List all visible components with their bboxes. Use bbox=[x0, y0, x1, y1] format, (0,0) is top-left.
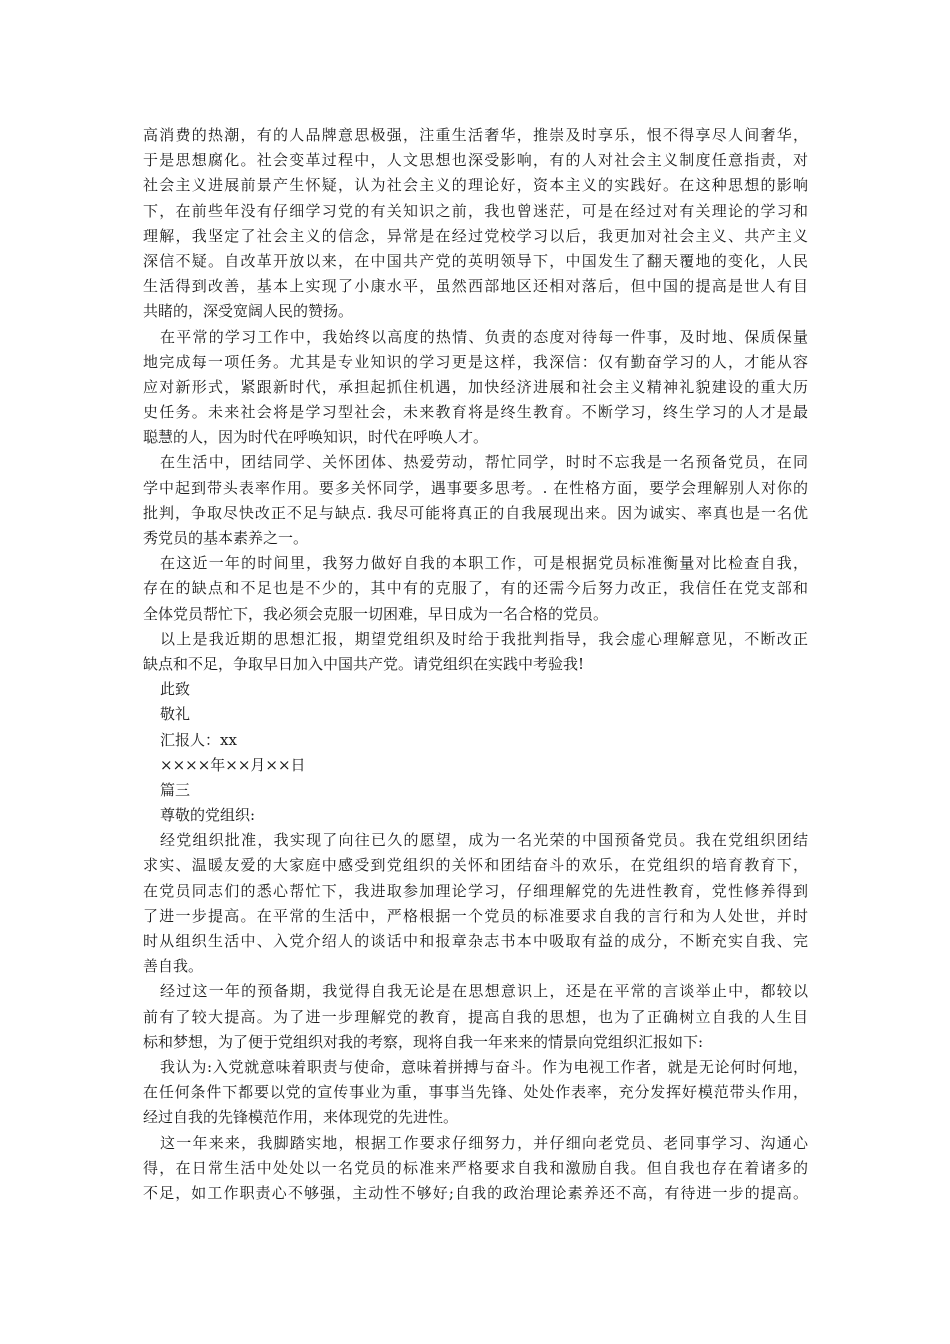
text-line: 经过自我的先锋模范作用，来体现党的先进性。 bbox=[143, 1108, 459, 1127]
text-line: 深信不疑。自改革开放以来，在中国共产党的英明领导下，中国发生了翻天覆地的变化，人民 bbox=[143, 251, 808, 270]
text-line: 以上是我近期的思想汇报，期望党组织及时给于我批判指导，我会虚心理解意见，不断改正 bbox=[160, 629, 808, 648]
text-line: 尊敬的党组织: bbox=[160, 806, 256, 825]
text-line: 地完成每一项任务。尤其是专业知识的学习更是这样，我深信：仅有勤奋学习的人，才能从容 bbox=[143, 352, 808, 371]
text-line: 史任务。未来社会将是学习型社会，未来教育将是终生教育。不断学习，终生学习的人才是最 bbox=[143, 403, 808, 422]
text-line: 汇报人：xx bbox=[160, 730, 237, 749]
text-line: 聪慧的人，因为时代在呼唤知识，时代在呼唤人才。 bbox=[143, 428, 489, 447]
text-line: 得，在日常生活中处处以一名党员的标准来严格要求自我和激励自我。但自我也存在着诸多的 bbox=[143, 1158, 808, 1177]
text-line: 秀党员的基本素养之一。 bbox=[143, 529, 309, 547]
text-line: 应对新形式，紧跟新时代，承担起抓住机遇，加快经济进展和社会主义精神礼貌建设的重大历 bbox=[143, 377, 808, 396]
text-line: 生活得到改善，基本上实现了小康水平，虽然西部地区还相对落后，但中国的提高是世人有目 bbox=[143, 277, 808, 296]
text-line: 经过这一年的预备期，我觉得自我无论是在思想意识上，还是在平常的言谈举止中，都较以 bbox=[160, 982, 808, 1001]
text-line: 了进一步提高。在平常的生活中，严格根据一个党员的标准要求自我的言行和为人处世，并时 bbox=[143, 906, 808, 925]
text-line: 我认为:入党就意味着职责与使命，意味着拼搏与奋斗。作为电视工作者，就是无论何时何地， bbox=[160, 1057, 808, 1076]
text-line: 社会主义进展前景产生怀疑，认为社会主义的理论好，资本主义的实践好。在这种思想的影响 bbox=[143, 176, 808, 195]
text-line: 共睹的，深受宽阔人民的赞扬。 bbox=[143, 302, 354, 321]
text-line: 在平常的学习工作中，我始终以高度的热情、负责的态度对待每一件事，及时地、保质保量 bbox=[160, 327, 808, 346]
text-line: 时从组织生活中、入党介绍人的谈话中和报章杂志书本中吸取有益的成分，不断充实自我、完 bbox=[143, 932, 808, 950]
text-line: 于是思想腐化。社会变革过程中，人文思想也深受影响，有的人对社会主义制度任意指责，对 bbox=[143, 151, 808, 170]
document-body bbox=[143, 123, 808, 1206]
text-line: 理解，我坚定了社会主义的信念，异常是在经过党校学习以后，我更加对社会主义、共产主义 bbox=[143, 226, 808, 245]
text-line: 全体党员帮忙下，我必须会克服一切困难，早日成为一名合格的党员。 bbox=[143, 604, 609, 623]
text-line: 在这近一年的时间里，我努力做好自我的本职工作，可是根据党员标准衡量对比检查自我， bbox=[160, 554, 808, 573]
text-line: 敬礼 bbox=[160, 705, 191, 724]
text-line: 在任何条件下都要以党的宣传事业为重，事事当先锋、处处作表率，充分发挥好模范带头作用， bbox=[143, 1083, 808, 1102]
text-line: 标和梦想，为了便于党组织对我的考察，现将自我一年来来的情景向党组织汇报如下: bbox=[143, 1032, 704, 1051]
text-line: 求实、温暖友爱的大家庭中感受到党组织的关怀和团结奋斗的欢乐，在党组织的培育教育下， bbox=[143, 856, 808, 875]
text-line: 篇三 bbox=[160, 780, 191, 799]
text-line: ××××年××月××日 bbox=[160, 755, 306, 774]
text-line: 存在的缺点和不足也是不少的，其中有的克服了，有的还需今后努力改正，我信任在党支部和 bbox=[143, 579, 808, 598]
text-line: 在党员同志们的悉心帮忙下，我进取参加理论学习，仔细理解党的先进性教育，党性修养得到 bbox=[143, 881, 808, 900]
text-line: 高消费的热潮，有的人品牌意思极强，注重生活奢华，推崇及时享乐，恨不得享尽人间奢华， bbox=[143, 126, 808, 144]
text-line: 前有了较大提高。为了进一步理解党的教育，提高自我的思想，也为了正确树立自我的人生目 bbox=[143, 1007, 808, 1026]
text-line: 在生活中，团结同学、关怀团体、热爱劳动，帮忙同学，时时不忘我是一名预备党员，在同 bbox=[160, 453, 808, 472]
text-line: 学中起到带头表率作用。要多关怀同学，遇事要多思考。. 在性格方面，要学会理解别人对你的 bbox=[143, 478, 808, 497]
text-line: 经党组织批准，我实现了向往已久的愿望，成为一名光荣的中国预备党员。我在党组织团结 bbox=[160, 831, 808, 850]
text-line: 下，在前些年没有仔细学习党的有关知识之前，我也曾迷茫，可是在经过对有关理论的学习和 bbox=[143, 201, 808, 220]
text-line: 此致 bbox=[160, 680, 191, 699]
text-line: 缺点和不足，争取早日加入中国共产党。请党组织在实践中考验我! bbox=[143, 654, 585, 673]
text-line: 这一年来来，我脚踏实地，根据工作要求仔细努力，并仔细向老党员、老同事学习、沟通心 bbox=[160, 1133, 808, 1152]
text-line: 善自我。 bbox=[143, 957, 204, 976]
text-line: 批判，争取尽快改正不足与缺点. 我尽可能将真正的自我展现出来。因为诚实、率真也是一名优 bbox=[143, 503, 808, 522]
text-line: 不足，如工作职责心不够强，主动性不够好;自我的政治理论素养还不高，有待进一步的提高。 bbox=[143, 1183, 808, 1202]
